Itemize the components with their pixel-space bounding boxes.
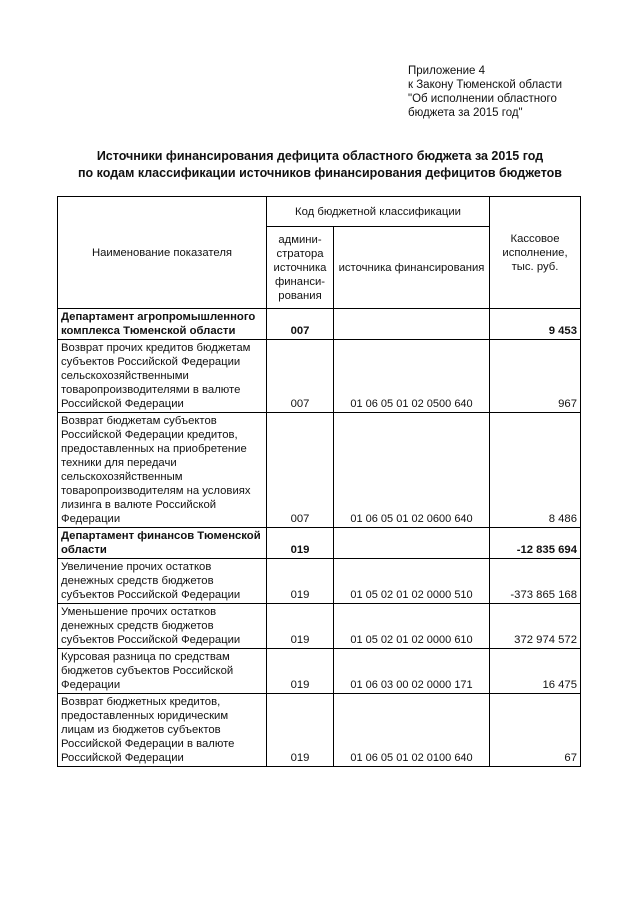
header-admin: админи-стратора источника финанси-рования xyxy=(267,227,334,309)
annex-note xyxy=(408,64,562,120)
row-source-code xyxy=(334,528,490,559)
annex-line: бюджета за 2015 год" xyxy=(408,107,523,119)
row-name: Увеличение прочих остатков денежных средств бюджетов субъектов Российской Федерации xyxy=(58,559,267,604)
row-name: Уменьшение прочих остатков денежных средств бюджетов субъектов Российской Федерации xyxy=(58,604,267,649)
title-line: по кодам классификации источников финансирования дефицитов бюджетов xyxy=(78,166,562,180)
table-row xyxy=(58,604,581,649)
row-admin-code: 019 xyxy=(267,694,334,767)
financing-sources-table xyxy=(57,196,581,767)
table-row xyxy=(58,694,581,767)
row-source-code: 01 06 05 01 02 0600 640 xyxy=(334,413,490,528)
row-admin-code: 019 xyxy=(267,528,334,559)
table-row xyxy=(58,340,581,413)
row-amount: 967 xyxy=(490,340,581,413)
row-admin-code: 007 xyxy=(267,340,334,413)
row-name: Департамент финансов Тюменской области xyxy=(58,528,267,559)
row-amount: 372 974 572 xyxy=(490,604,581,649)
row-amount: 9 453 xyxy=(490,309,581,340)
row-source-code: 01 06 03 00 02 0000 171 xyxy=(334,649,490,694)
row-name: Возврат бюджетам субъектов Российской Федерации кредитов, предоставленных на приобретение техники для передачи сельскохозяйственным товаропроизводителям на условиях лизинга в валюте Российской Федерации xyxy=(58,413,267,528)
row-admin-code: 019 xyxy=(267,559,334,604)
title-line: Источники финансирования дефицита областного бюджета за 2015 год xyxy=(96,149,544,163)
row-admin-code: 019 xyxy=(267,604,334,649)
row-name: Курсовая разница по средствам бюджетов субъектов Российской Федерации xyxy=(58,649,267,694)
document-title xyxy=(40,148,600,182)
row-name: Департамент агропромышленного комплекса Тюменской области xyxy=(58,309,267,340)
table-row xyxy=(58,309,581,340)
row-admin-code: 007 xyxy=(267,309,334,340)
row-amount: 67 xyxy=(490,694,581,767)
row-source-code: 01 06 05 01 02 0100 640 xyxy=(334,694,490,767)
annex-line: "Об исполнении областного xyxy=(408,93,557,105)
annex-line: к Закону Тюменской области xyxy=(408,79,563,91)
row-admin-code: 019 xyxy=(267,649,334,694)
row-amount: -373 865 168 xyxy=(490,559,581,604)
row-source-code: 01 05 02 01 02 0000 510 xyxy=(334,559,490,604)
header-source: источника финансирования xyxy=(334,227,490,309)
header-name: Наименование показателя xyxy=(58,197,267,309)
header-code-group: Код бюджетной классификации xyxy=(267,197,490,227)
table-row xyxy=(58,559,581,604)
row-source-code: 01 05 02 01 02 0000 610 xyxy=(334,604,490,649)
row-amount: -12 835 694 xyxy=(490,528,581,559)
row-source-code xyxy=(334,309,490,340)
header-execution: Кассовое исполнение, тыс. руб. xyxy=(490,197,581,309)
row-name: Возврат бюджетных кредитов, предоставленных юридическим лицам из бюджетов субъектов Российской Федерации в валюте Российской Федерации xyxy=(58,694,267,767)
row-admin-code: 007 xyxy=(267,413,334,528)
table-row xyxy=(58,528,581,559)
annex-line: Приложение 4 xyxy=(408,65,486,77)
table-row xyxy=(58,413,581,528)
row-amount: 16 475 xyxy=(490,649,581,694)
table-row xyxy=(58,649,581,694)
row-name: Возврат прочих кредитов бюджетам субъектов Российской Федерации сельскохозяйственными товаропроизводителями в валюте Российской Федерации xyxy=(58,340,267,413)
row-amount: 8 486 xyxy=(490,413,581,528)
row-source-code: 01 06 05 01 02 0500 640 xyxy=(334,340,490,413)
